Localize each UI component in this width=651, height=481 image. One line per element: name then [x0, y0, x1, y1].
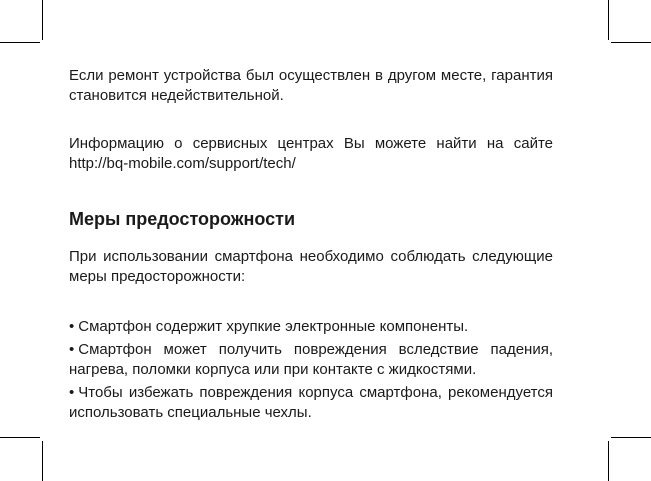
- crop-mark-top-left-horizontal: [0, 42, 40, 43]
- bullet-icon: •: [69, 341, 75, 358]
- bullet-icon: •: [69, 384, 75, 401]
- crop-mark-bottom-right-horizontal: [611, 437, 651, 438]
- crop-mark-top-right-horizontal: [611, 42, 651, 43]
- list-item-text: Смартфон содержит хрупкие электронные компоненты.: [78, 318, 469, 335]
- list-item-text: Чтобы избежать повреждения корпуса смартфона, рекомендуется использовать специальные чехлы.: [69, 384, 553, 421]
- list-item: [69, 317, 553, 337]
- list-item-text: Смартфон может получить повреждения вследствие падения, нагрева, поломки корпуса или при контакте с жидкостями.: [69, 341, 553, 378]
- crop-mark-top-left-vertical: [42, 0, 43, 40]
- crop-mark-bottom-left-vertical: [42, 441, 43, 481]
- list-item: [69, 383, 553, 423]
- crop-mark-bottom-left-horizontal: [0, 437, 40, 438]
- crop-mark-top-right-vertical: [608, 0, 609, 40]
- section-intro: При использовании смартфона необходимо соблюдать следующие меры предосторожности:: [69, 248, 553, 285]
- section-title: Меры предосторожности: [69, 209, 296, 229]
- crop-mark-bottom-right-vertical: [608, 441, 609, 481]
- service-info-paragraph: Информацию о сервисных центрах Вы можете найти на сайте http://bq-mobile.com/support/tech/: [69, 135, 553, 172]
- list-item: [69, 340, 553, 380]
- precautions-list: [69, 317, 553, 423]
- bullet-icon: •: [69, 318, 75, 335]
- document-content: [69, 66, 553, 426]
- warranty-paragraph: Если ремонт устройства был осуществлен в другом месте, гарантия становится недействительной.: [69, 67, 553, 104]
